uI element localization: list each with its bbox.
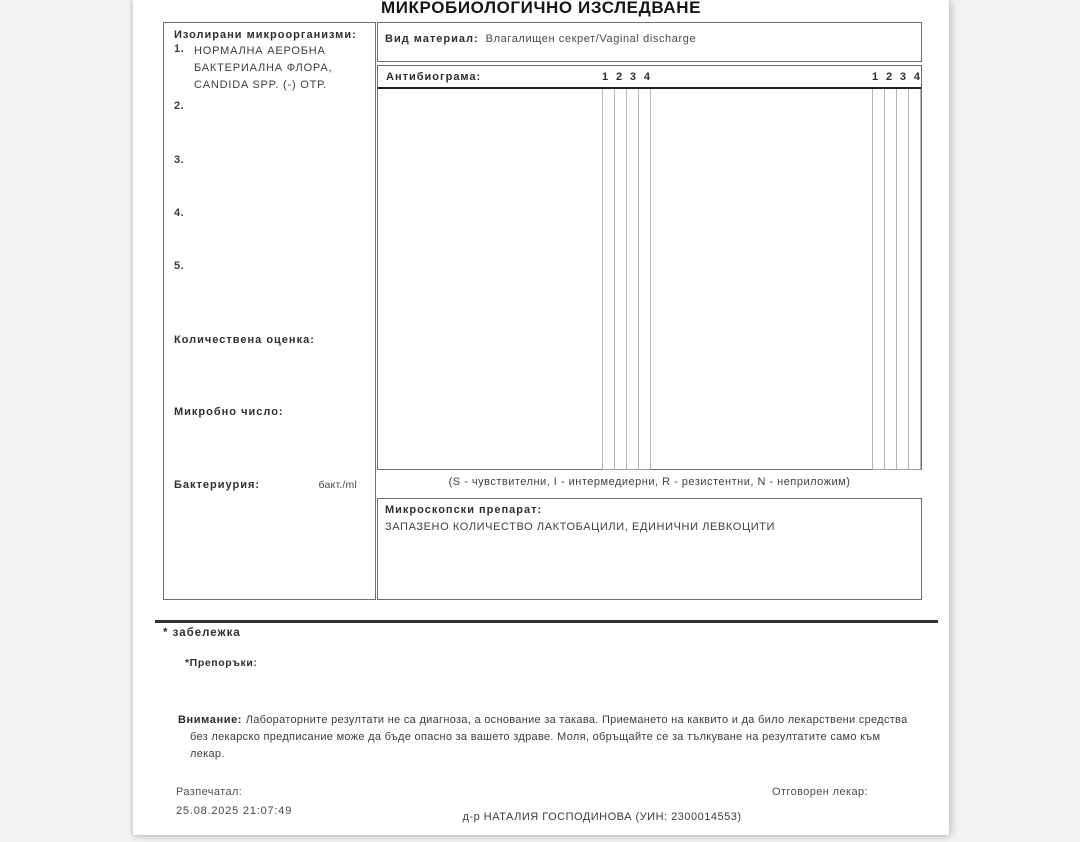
isolate-item-4 (174, 207, 366, 219)
antibiogram-column (614, 89, 626, 469)
isolate-item-5 (174, 260, 366, 272)
recommendations-label: *Препоръки: (185, 657, 258, 669)
report-page (133, 0, 949, 835)
isolate-number: 2. (174, 100, 185, 112)
antibiogram-box (377, 65, 922, 470)
isolate-text (194, 260, 366, 272)
antibiogram-column-numbers-left (602, 71, 650, 83)
material-value: Влагалищен секрет/Vaginal discharge (485, 33, 697, 45)
column-number: 3 (899, 71, 907, 83)
responsible-doctor-label: Отговорен лекар: (772, 786, 868, 798)
sensitivity-legend: (S - чувствителни, I - интермедиерни, R - резистентни, N - неприложим) (448, 476, 851, 488)
antibiogram-grid-right (872, 89, 921, 470)
isolate-item-3 (174, 154, 366, 166)
antibiogram-column (872, 89, 884, 469)
antibiogram-column (638, 89, 651, 469)
note-label: * забележка (163, 627, 241, 639)
microscopy-box (377, 498, 922, 600)
antibiogram-grid-left (602, 89, 651, 470)
microscopy-label: Микроскопски препарат: (385, 504, 543, 516)
antibiogram-column (908, 89, 921, 469)
antibiogram-column (626, 89, 638, 469)
column-number: 1 (602, 71, 609, 83)
column-number: 1 (872, 71, 879, 83)
bacteriuria-label: Бактериурия: (174, 479, 261, 491)
antibiogram-label: Антибиограма: (386, 71, 482, 83)
printed-by-label: Разпечатал: (176, 786, 243, 798)
doctor-name: д-р НАТАЛИЯ ГОСПОДИНОВА (УИН: 2300014553) (462, 811, 742, 823)
isolate-text (194, 207, 366, 219)
isolate-number: 3. (174, 154, 185, 166)
antibiogram-header-row (378, 66, 921, 89)
isolates-header: Изолирани микроорганизми: (174, 29, 357, 41)
column-number: 3 (629, 71, 637, 83)
microbial-count-label: Микробно число: (174, 406, 284, 418)
column-number: 2 (615, 71, 623, 83)
printed-datetime: 25.08.2025 21:07:49 (176, 805, 293, 817)
antibiogram-column-numbers-right (872, 71, 920, 83)
material-label: Вид материал: (385, 33, 483, 45)
warning-label: Внимание: (178, 714, 246, 726)
isolate-number: 1. (174, 43, 185, 55)
column-number: 4 (913, 71, 920, 83)
material-box (377, 22, 922, 62)
page-title: МИКРОБИОЛОГИЧНО ИЗСЛЕДВАНЕ (380, 0, 702, 17)
isolate-number: 5. (174, 260, 185, 272)
antibiogram-column (602, 89, 614, 469)
quantitative-assessment-label: Количествена оценка: (174, 334, 315, 346)
warning-paragraph (178, 712, 914, 763)
warning-text: Лабораторните резултати не са диагноза, а основание за такава. Приемането на каквито и да било лекарствени средства без лекарско предписание може да бъде опасно за вашето здраве. Моля, обръщайте се за тълкуване на резултатите само към лекар. (190, 714, 908, 760)
isolate-number: 4. (174, 207, 185, 219)
microscopy-value: ЗАПАЗЕНО КОЛИЧЕСТВО ЛАКТОБАЦИЛИ, ЕДИНИЧНИ ЛЕВКОЦИТИ (385, 521, 776, 533)
section-divider (155, 620, 938, 623)
column-number: 2 (885, 71, 893, 83)
column-number: 4 (643, 71, 650, 83)
isolate-text: НОРМАЛНА АЕРОБНА БАКТЕРИАЛНА ФЛОРА, CANDIDA SPP. (-) ОТР. (194, 45, 333, 91)
antibiogram-column (896, 89, 908, 469)
isolate-text (194, 154, 366, 166)
isolate-item-1 (174, 43, 366, 94)
bacteriuria-unit: бакт./ml (318, 479, 357, 491)
isolate-text (194, 100, 366, 112)
antibiogram-column (884, 89, 896, 469)
isolates-panel (163, 22, 376, 600)
isolate-item-2 (174, 100, 366, 112)
